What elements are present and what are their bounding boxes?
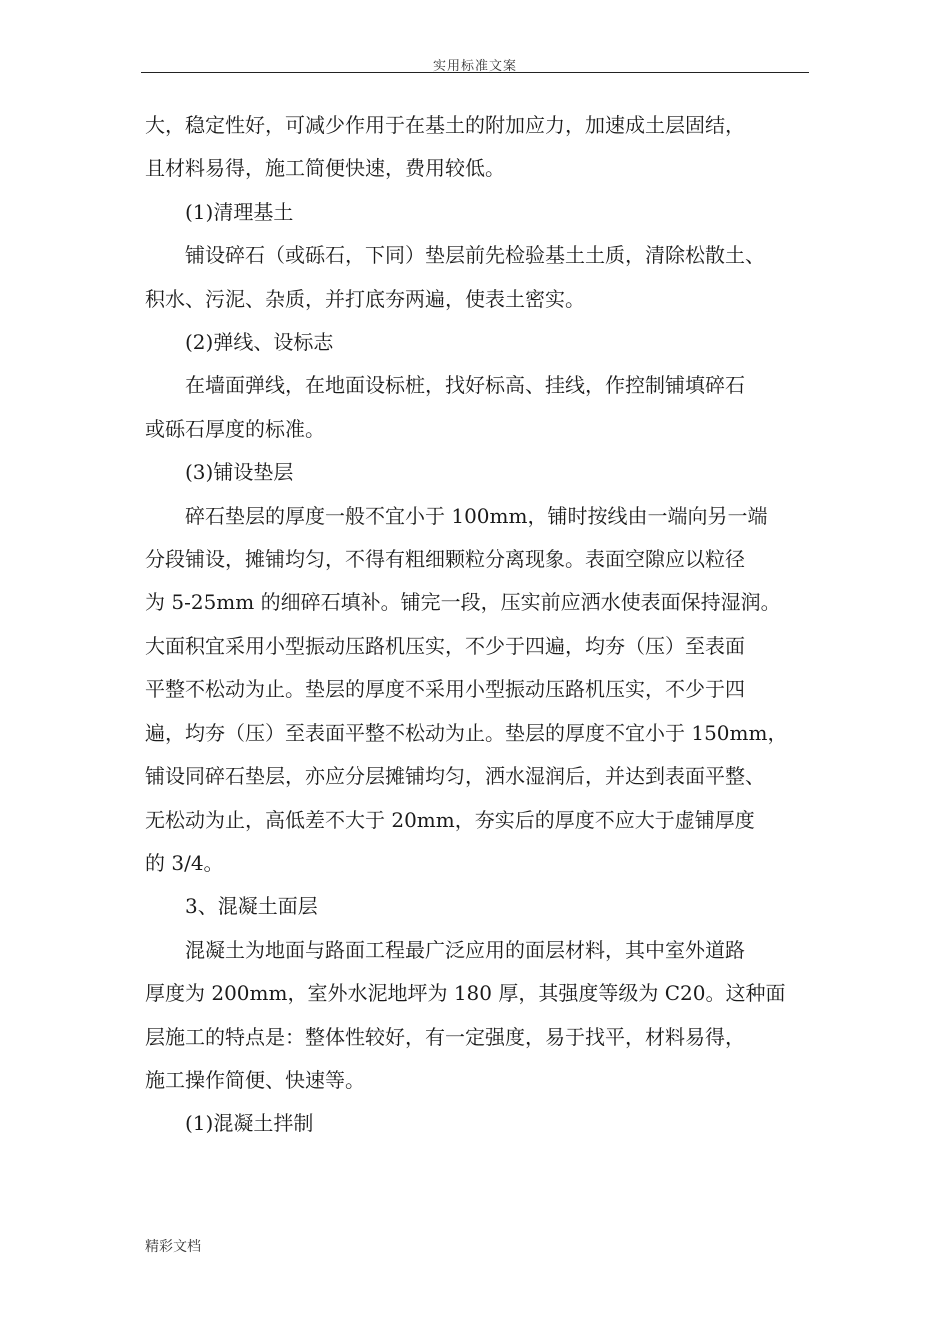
text-line: 混凝土为地面与路面工程最广泛应用的面层材料，其中室外道路 xyxy=(145,937,745,962)
text-line: 大，稳定性好，可减少作用于在基土的附加应力，加速成土层固结， xyxy=(145,113,745,137)
section-heading: 3、混凝土面层 xyxy=(145,894,318,919)
header-divider xyxy=(141,72,809,73)
text-line: 且材料易得，施工简便快速，费用较低。 xyxy=(145,156,505,181)
text-line: 平整不松动为止。垫层的厚度不采用小型振动压路机压实，不少于四 xyxy=(145,677,745,702)
text-line: 无松动为止，高低差不大于 20mm，夯实后的厚度不应大于虚铺厚度 xyxy=(145,807,755,832)
section-heading: (3)铺设垫层 xyxy=(145,460,294,485)
section-heading: (2)弹线、设标志 xyxy=(145,330,334,355)
text-line: 铺设同碎石垫层，亦应分层摊铺均匀，洒水湿润后，并达到表面平整、 xyxy=(145,764,765,789)
text-line: 施工操作简便、快速等。 xyxy=(145,1067,365,1092)
text-line: 铺设碎石（或砾石，下同）垫层前先检验基土土质，清除松散土、 xyxy=(145,243,765,268)
text-line: 分段铺设，摊铺均匀，不得有粗细颗粒分离现象。表面空隙应以粒径 xyxy=(145,547,745,572)
text-line: 或砾石厚度的标准。 xyxy=(145,416,325,441)
text-line: 厚度为 200mm，室外水泥地坪为 180 厚，其强度等级为 C20。这种面 xyxy=(145,981,786,1006)
text-line: 遍，均夯（压）至表面平整不松动为止。垫层的厚度不宜小于 150mm， xyxy=(145,720,788,745)
text-line: 为 5-25mm 的细碎石填补。铺完一段，压实前应洒水使表面保持湿润。 xyxy=(145,590,781,615)
text-line: 在墙面弹线，在地面设标桩，找好标高、挂线，作控制铺填碎石 xyxy=(145,373,745,398)
section-heading: (1)混凝土拌制 xyxy=(145,1111,314,1136)
page-header: 实用标准文案 xyxy=(432,59,517,74)
text-line: 大面积宜采用小型振动压路机压实，不少于四遍，均夯（压）至表面 xyxy=(145,633,745,658)
document-body xyxy=(145,104,810,1146)
section-heading: (1)清理基土 xyxy=(145,199,294,224)
text-line: 碎石垫层的厚度一般不宜小于 100mm，铺时按线由一端向另一端 xyxy=(145,503,768,528)
page-footer: 精彩文档 xyxy=(145,1239,201,1255)
text-line: 层施工的特点是：整体性较好，有一定强度，易于找平，材料易得， xyxy=(145,1024,745,1049)
text-line: 的 3/4。 xyxy=(145,850,224,875)
text-line: 积水、污泥、杂质，并打底夯两遍，使表土密实。 xyxy=(145,286,585,311)
